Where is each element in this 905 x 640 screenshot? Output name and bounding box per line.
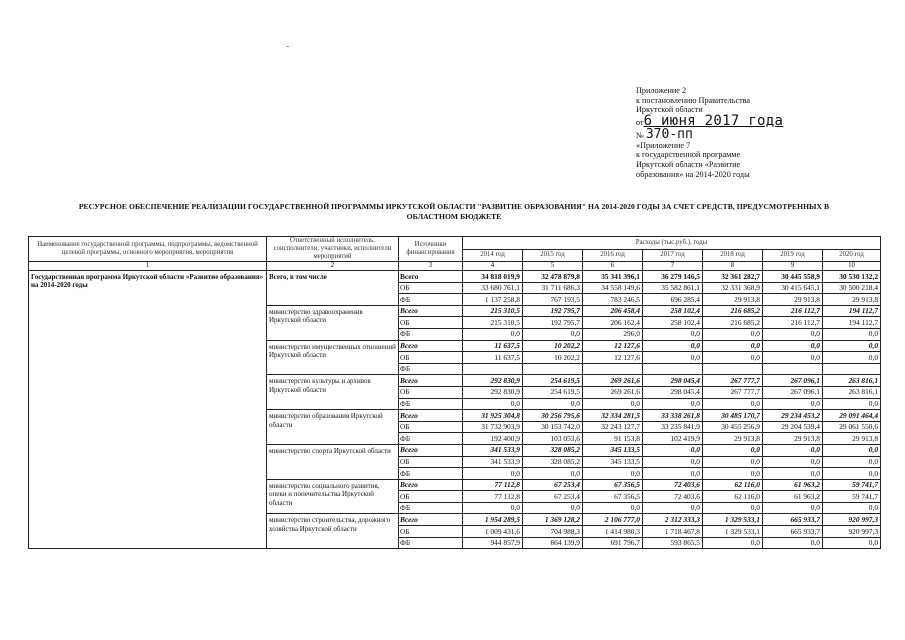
value-cell: 0,0 [523,398,583,410]
value-cell: 0,0 [703,537,763,549]
value-cell: 10 202,2 [523,352,583,364]
column-number: 1 [29,262,267,271]
column-number: 7 [643,262,703,271]
value-cell: 0,0 [643,502,703,514]
title-line: ОБЛАСТНОМ БЮДЖЕТЕ [406,212,502,221]
value-cell: 215 310,5 [463,305,523,317]
value-cell: 216 112,7 [763,317,823,329]
value-cell: 33 680 761,1 [463,282,523,294]
value-cell: 783 246,5 [583,294,643,306]
table-body [29,271,881,549]
executor-cell: министерство спорта Иркутской области [267,444,399,479]
value-cell [643,363,703,375]
value-cell [763,363,823,375]
value-cell: 1 009 431,6 [463,526,523,538]
header-year: 2016 год [583,249,643,262]
value-cell: 0,0 [703,398,763,410]
value-cell: 29 091 464,4 [823,410,881,422]
source-cell: ФБ [399,363,463,375]
handwritten-date: 6 июня 2017 года [643,112,784,129]
value-cell: 30 256 795,6 [523,410,583,422]
value-cell: 0,0 [703,456,763,468]
value-cell: 0,0 [463,398,523,410]
source-cell: ОБ [399,386,463,398]
value-cell: 593 865,5 [643,537,703,549]
source-cell: Всего [399,444,463,456]
number-prefix: № [636,130,644,140]
value-cell: 0,0 [703,340,763,352]
source-cell: ФБ [399,294,463,306]
source-cell: ОБ [399,526,463,538]
value-cell: 77 112,8 [463,479,523,491]
value-cell: 32 478 879,8 [523,271,583,283]
appendix-block [636,86,886,179]
executor-cell: министерство здравоохранения Иркутской области [267,305,399,340]
appendix-line: Приложение 2 [636,86,687,95]
value-cell: 194 112,7 [823,305,881,317]
value-cell: 1 329 533,1 [703,526,763,538]
value-cell: 29 913,8 [763,433,823,445]
value-cell: 665 933,7 [763,514,823,526]
value-cell: 192 795,7 [523,317,583,329]
value-cell: 32 243 127,7 [583,421,643,433]
value-cell: 103 053,6 [523,433,583,445]
title-line: РЕСУРСНОЕ ОБЕСПЕЧЕНИЕ РЕАЛИЗАЦИИ ГОСУДАРСТВЕННОЙ ПРОГРАММЫ ИРКУТСКОЙ ОБЛАСТИ "РАЗВИТИЕ ОБРАЗОВАНИЯ" НА 2014-2020 ГОДЫ ЗА СЧЕТ СРЕДСТВ, ПРЕДУСМОТРЕННЫХ В [78,202,830,211]
value-cell: 0,0 [823,328,881,340]
value-cell: 0,0 [523,468,583,480]
header-year: 2019 год [763,249,823,262]
source-cell: Всего [399,340,463,352]
value-cell: 216 685,2 [703,317,763,329]
column-number: 6 [583,262,643,271]
executor-cell: министерство имущественных отношений Иркутской области [267,340,399,375]
value-cell: 10 202,2 [523,340,583,352]
appendix-line: к постановлению Правительства [636,95,751,105]
scan-speck [286,46,289,47]
program-name-cell: Государственная программа Иркутской области «Развитие образования» на 2014-2020 годы [29,271,267,549]
value-cell: 61 963,2 [763,479,823,491]
executor-cell: министерство образования Иркутской области [267,410,399,445]
value-cell: 0,0 [643,468,703,480]
value-cell: 267 777,7 [703,386,763,398]
value-cell: 30 530 132,2 [823,271,881,283]
executor-cell: министерство строительства, дорожного хозяйства Иркутской области [267,514,399,549]
value-cell: 77 112,8 [463,491,523,503]
value-cell: 59 741,7 [823,491,881,503]
value-cell: 1 954 289,5 [463,514,523,526]
source-cell: ОБ [399,282,463,294]
value-cell: 32 334 281,5 [583,410,643,422]
value-cell: 267 096,1 [763,386,823,398]
value-cell: 1 137 258,8 [463,294,523,306]
appendix-line: Иркутской области [636,105,703,115]
value-cell [523,363,583,375]
value-cell: 0,0 [823,456,881,468]
value-cell: 0,0 [643,340,703,352]
value-cell: 0,0 [823,502,881,514]
column-number: 10 [823,262,881,271]
value-cell: 269 261,6 [583,375,643,387]
value-cell: 345 133,5 [583,456,643,468]
value-cell: 258 102,4 [643,317,703,329]
value-cell: 29 913,8 [703,294,763,306]
header-year: 2017 год [643,249,703,262]
value-cell: 0,0 [463,328,523,340]
value-cell: 0,0 [643,456,703,468]
value-cell: 0,0 [703,468,763,480]
executor-cell: министерство культуры и архивов Иркутской области [267,375,399,410]
value-cell: 29 913,8 [703,433,763,445]
value-cell: 0,0 [823,352,881,364]
value-cell: 67 253,4 [523,479,583,491]
value-cell: 263 816,1 [823,386,881,398]
value-cell: 0,0 [763,456,823,468]
source-cell: ФБ [399,468,463,480]
value-cell [823,363,881,375]
source-cell: ОБ [399,456,463,468]
value-cell: 11 637,5 [463,340,523,352]
value-cell: 0,0 [643,444,703,456]
header-expenses: Расходы (тыс.руб.), годы [463,237,881,250]
value-cell: 1 414 980,3 [583,526,643,538]
value-cell: 298 045,4 [643,386,703,398]
value-cell: 59 741,7 [823,479,881,491]
value-cell: 328 085,2 [523,444,583,456]
appendix-line: образования» на 2014-2020 годы [636,169,750,179]
column-number: 8 [703,262,763,271]
value-cell: 34 558 149,6 [583,282,643,294]
resource-table [28,236,881,549]
value-cell: 30 500 218,4 [823,282,881,294]
value-cell: 34 818 019,9 [463,271,523,283]
value-cell: 267 777,7 [703,375,763,387]
value-cell: 0,0 [643,328,703,340]
source-cell: Всего [399,271,463,283]
value-cell [463,363,523,375]
source-cell: Всего [399,514,463,526]
value-cell: 30 485 170,7 [703,410,763,422]
source-cell: ОБ [399,421,463,433]
handwritten-number: 370-пп [645,126,693,142]
value-cell: 696 285,4 [643,294,703,306]
source-cell: ФБ [399,537,463,549]
value-cell: 192 400,9 [463,433,523,445]
value-cell: 11 637,5 [463,352,523,364]
value-cell: 0,0 [703,352,763,364]
value-cell: 33 338 261,8 [643,410,703,422]
value-cell: 0,0 [763,537,823,549]
value-cell: 0,0 [763,340,823,352]
value-cell: 62 116,0 [703,491,763,503]
header-program: Наименование государственной программы, подпрограммы, ведомственной целевой программы, основного мероприятия, мероприятия [29,237,267,262]
value-cell: 91 153,8 [583,433,643,445]
value-cell: 0,0 [763,444,823,456]
value-cell: 0,0 [583,502,643,514]
value-cell: 29 204 539,4 [763,421,823,433]
value-cell: 61 963,2 [763,491,823,503]
value-cell: 0,0 [523,328,583,340]
table-row [29,271,881,283]
value-cell: 206 162,4 [583,317,643,329]
header-year: 2014 год [463,249,523,262]
value-cell: 31 711 686,3 [523,282,583,294]
value-cell: 29 234 453,2 [763,410,823,422]
value-cell: 665 933,7 [763,526,823,538]
value-cell: 29 913,8 [823,433,881,445]
value-cell: 0,0 [463,468,523,480]
appendix-line: к государственной программе [636,150,741,160]
value-cell: 292 830,9 [463,386,523,398]
value-cell: 29 913,8 [823,294,881,306]
value-cell: 920 997,3 [823,514,881,526]
value-cell: 12 127,6 [583,352,643,364]
value-cell: 29 913,8 [763,294,823,306]
source-cell: ФБ [399,328,463,340]
source-cell: Всего [399,305,463,317]
header-year: 2018 год [703,249,763,262]
value-cell: 258 102,4 [643,305,703,317]
value-cell: 254 619,5 [523,386,583,398]
value-cell: 102 419,9 [643,433,703,445]
value-cell: 0,0 [643,398,703,410]
value-cell: 32 331 368,9 [703,282,763,294]
value-cell: 30 153 742,0 [523,421,583,433]
value-cell: 0,0 [643,352,703,364]
value-cell: 664 139,9 [523,537,583,549]
value-cell: 704 988,3 [523,526,583,538]
value-cell: 206 458,4 [583,305,643,317]
value-cell: 1 329 533,1 [703,514,763,526]
value-cell: 29 061 550,6 [823,421,881,433]
value-cell: 0,0 [703,328,763,340]
header-year: 2020 год [823,249,881,262]
source-cell: ОБ [399,352,463,364]
value-cell: 254 619,5 [523,375,583,387]
executor-cell: министерство социального развития, опеки и попечительства Иркутской области [267,479,399,514]
source-cell: Всего [399,479,463,491]
value-cell: 0,0 [463,502,523,514]
value-cell: 216 685,2 [703,305,763,317]
value-cell: 67 253,4 [523,491,583,503]
value-cell: 216 112,7 [763,305,823,317]
value-cell: 1 369 128,2 [523,514,583,526]
value-cell: 32 361 282,7 [703,271,763,283]
value-cell: 0,0 [763,502,823,514]
value-cell: 0,0 [703,444,763,456]
value-cell: 0,0 [523,502,583,514]
value-cell: 35 341 396,1 [583,271,643,283]
value-cell: 0,0 [823,340,881,352]
value-cell: 767 193,5 [523,294,583,306]
value-cell: 298 045,4 [643,375,703,387]
value-cell: 0,0 [583,398,643,410]
value-cell: 72 403,6 [643,491,703,503]
value-cell: 62 116,0 [703,479,763,491]
value-cell: 267 096,1 [763,375,823,387]
header-source: Источники финансирования [399,237,463,262]
value-cell: 263 816,1 [823,375,881,387]
source-cell: Всего [399,410,463,422]
document-title [28,202,880,222]
value-cell: 194 112,7 [823,317,881,329]
column-number: 4 [463,262,523,271]
appendix-line: «Приложение 7 [636,140,691,150]
value-cell: 30 455 256,9 [703,421,763,433]
value-cell: 0,0 [703,502,763,514]
value-cell: 0,0 [823,398,881,410]
appendix-number-line [636,128,886,141]
value-cell: 345 133,5 [583,444,643,456]
value-cell [703,363,763,375]
header-year: 2015 год [523,249,583,262]
source-cell: ФБ [399,398,463,410]
value-cell: 0,0 [823,537,881,549]
source-cell: ФБ [399,502,463,514]
value-cell: 341 533,9 [463,456,523,468]
value-cell: 215 310,5 [463,317,523,329]
value-cell: 0,0 [763,352,823,364]
value-cell: 292 830,9 [463,375,523,387]
value-cell: 0,0 [823,468,881,480]
value-cell: 31 925 304,8 [463,410,523,422]
executor-cell: Всего, в том числе [267,271,399,306]
date-prefix: от [636,117,644,127]
value-cell: 33 235 841,9 [643,421,703,433]
value-cell: 341 533,9 [463,444,523,456]
value-cell: 328 085,2 [523,456,583,468]
header-executor: Ответственный исполнитель, соисполнители, участники, исполнители мероприятий [267,237,399,262]
column-number: 9 [763,262,823,271]
value-cell: 12 127,6 [583,340,643,352]
value-cell: 296,0 [583,328,643,340]
source-cell: Всего [399,375,463,387]
value-cell: 30 415 645,1 [763,282,823,294]
value-cell: 67 356,5 [583,491,643,503]
value-cell: 72 403,6 [643,479,703,491]
column-number: 5 [523,262,583,271]
value-cell: 0,0 [823,444,881,456]
source-cell: ОБ [399,491,463,503]
value-cell: 31 732 903,9 [463,421,523,433]
value-cell: 35 582 861,1 [643,282,703,294]
value-cell: 192 795,7 [523,305,583,317]
value-cell: 1 718 467,8 [643,526,703,538]
appendix-line: Иркутской области «Развитие [636,159,741,169]
value-cell: 0,0 [583,468,643,480]
value-cell: 691 796,7 [583,537,643,549]
value-cell: 2 312 333,3 [643,514,703,526]
value-cell: 30 445 558,9 [763,271,823,283]
value-cell: 944 857,9 [463,537,523,549]
value-cell: 920 997,3 [823,526,881,538]
value-cell: 67 356,5 [583,479,643,491]
value-cell: 36 279 146,5 [643,271,703,283]
source-cell: ФБ [399,433,463,445]
value-cell: 0,0 [763,468,823,480]
value-cell [583,363,643,375]
value-cell: 0,0 [763,398,823,410]
value-cell: 269 261,6 [583,386,643,398]
value-cell: 0,0 [763,328,823,340]
source-cell: ОБ [399,317,463,329]
value-cell: 2 106 777,0 [583,514,643,526]
column-number: 3 [399,262,463,271]
column-number: 2 [267,262,399,271]
